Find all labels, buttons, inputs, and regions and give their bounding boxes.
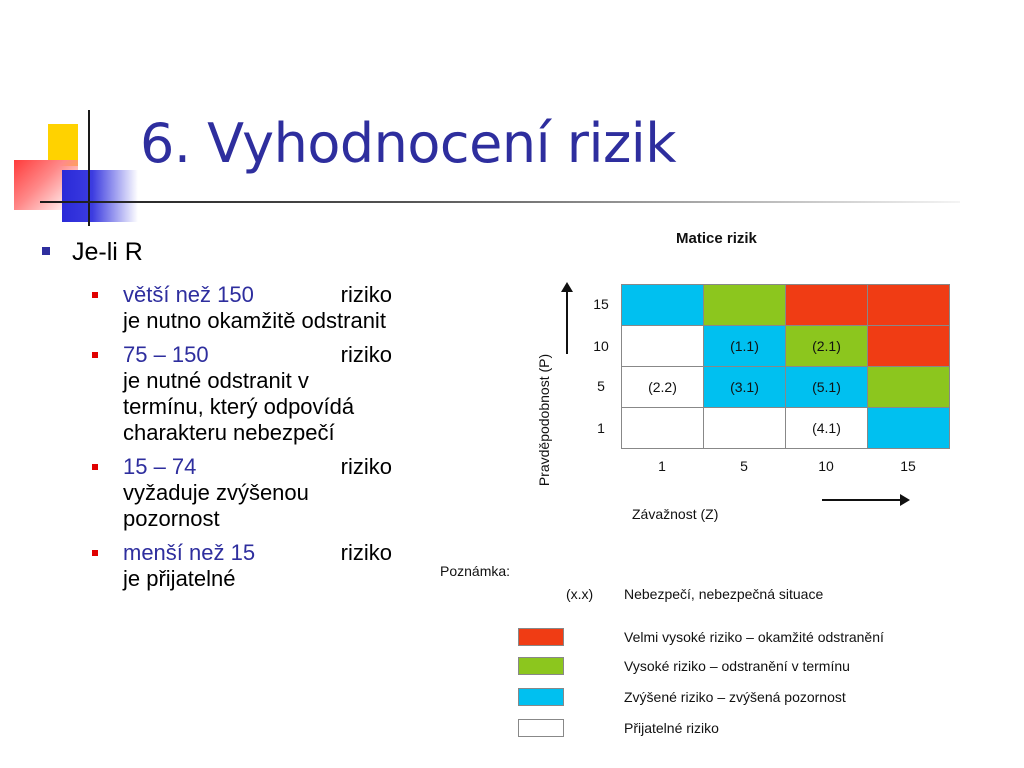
matrix-title: Matice rizik [676, 230, 757, 247]
y-tick-label: 1 [597, 420, 605, 436]
list-item [92, 342, 392, 446]
threshold-description: vyžaduje zvýšenou pozornost [123, 480, 309, 531]
legend-label: Zvýšené riziko – zvýšená pozornost [624, 689, 846, 705]
legend-swatch [518, 657, 564, 675]
arrow-right-icon [822, 499, 900, 501]
decor-title-underline [40, 201, 960, 203]
matrix-cell: (1.1) [704, 326, 786, 367]
matrix-cell [868, 367, 950, 408]
threshold-description: je nutné odstranit v termínu, který odpovídá charakteru nebezpečí [123, 368, 355, 445]
risk-matrix-grid [621, 284, 950, 449]
threshold-label: 75 – 150 [123, 342, 209, 367]
matrix-cell [622, 408, 704, 449]
x-tick-label: 1 [658, 458, 666, 474]
matrix-cell [704, 408, 786, 449]
matrix-cell [704, 285, 786, 326]
arrow-up-icon [566, 290, 568, 354]
decor-blue-square [62, 170, 138, 222]
risk-word: riziko [340, 282, 392, 307]
intro-text: Je-li R [72, 238, 143, 266]
slide-title: 6. Vyhodnocení rizik [140, 112, 677, 175]
legend-swatch [518, 688, 564, 706]
x-axis-title: Závažnost (Z) [632, 506, 719, 522]
legend-item [518, 656, 850, 676]
bullet-square-icon [42, 247, 50, 255]
threshold-description: je nutno okamžitě odstranit [123, 308, 386, 333]
y-axis-title: Pravděpodobnost (P) [536, 353, 552, 487]
matrix-cell: (2.1) [786, 326, 868, 367]
legend-label: Vysoké riziko – odstranění v termínu [624, 658, 850, 674]
risk-word: riziko [340, 342, 392, 367]
list-item [92, 454, 392, 532]
matrix-cell [622, 285, 704, 326]
list-item [92, 540, 392, 592]
matrix-cell: (4.1) [786, 408, 868, 449]
list-item [92, 282, 392, 334]
threshold-label: menší než 15 [123, 540, 256, 565]
note-symbol: (x.x) [566, 586, 594, 602]
y-tick-label: 15 [593, 296, 609, 312]
note-symbol-text: Nebezpečí, nebezpečná situace [624, 586, 824, 602]
threshold-label: 15 – 74 [123, 454, 197, 479]
matrix-cell: (2.2) [622, 367, 704, 408]
legend-label: Velmi vysoké riziko – okamžité odstranění [624, 629, 884, 645]
x-tick-label: 15 [900, 458, 916, 474]
bullet-square-icon [92, 292, 98, 298]
x-tick-label: 5 [740, 458, 748, 474]
decor-vertical-line [88, 110, 90, 226]
legend-item [518, 687, 846, 707]
y-tick-label: 5 [597, 378, 605, 394]
threshold-description: je přijatelné [123, 566, 236, 591]
matrix-cell: (3.1) [704, 367, 786, 408]
risk-word: riziko [340, 454, 392, 479]
bullet-square-icon [92, 464, 98, 470]
legend-swatch [518, 719, 564, 737]
legend-item [518, 718, 719, 738]
y-tick-label: 10 [593, 338, 609, 354]
risk-word: riziko [340, 540, 392, 565]
legend-swatch [518, 628, 564, 646]
x-tick-label: 10 [818, 458, 834, 474]
note-title: Poznámka: [440, 563, 511, 579]
bullet-square-icon [92, 352, 98, 358]
matrix-cell [622, 326, 704, 367]
legend-item [518, 627, 884, 647]
matrix-cell [868, 326, 950, 367]
bullet-square-icon [92, 550, 98, 556]
matrix-cell: (5.1) [786, 367, 868, 408]
risk-thresholds-list [92, 282, 392, 600]
matrix-cell [786, 285, 868, 326]
legend-label: Přijatelné riziko [624, 720, 719, 736]
intro-bullet [42, 238, 143, 267]
matrix-cell [868, 408, 950, 449]
threshold-label: větší než 150 [123, 282, 254, 307]
matrix-cell [868, 285, 950, 326]
